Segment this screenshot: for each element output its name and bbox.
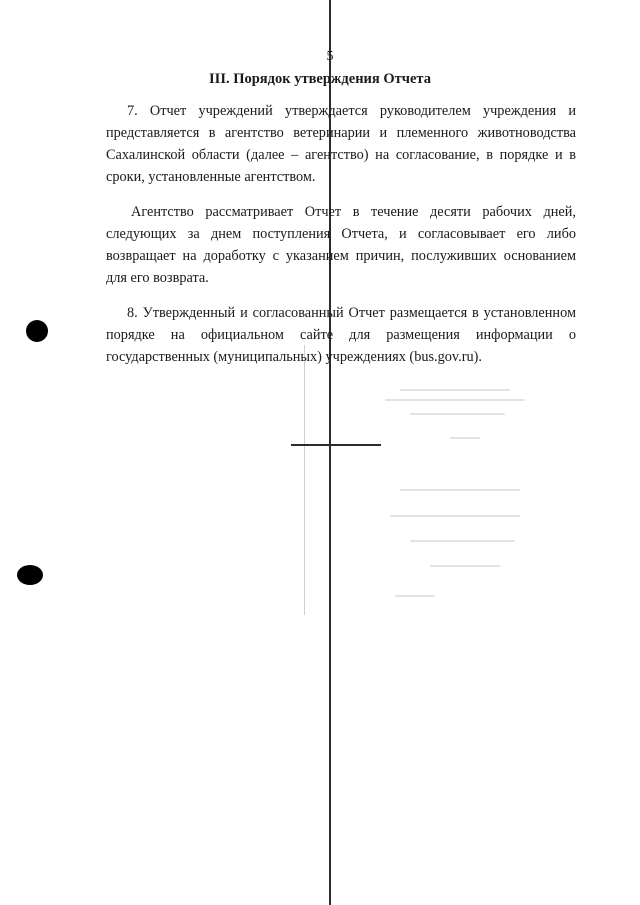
section-body [106,100,576,381]
bleed-through-text-upper [380,385,540,455]
punch-hole-bottom [17,565,43,585]
paragraph-agency-review: Агентство рассматривает Отчет в течение десяти рабочих дней, следующих за днем поступления Отчета, и согласовывает его либо возвращает на доработку с указанием причин, послуживших основанием для его возврата. [106,204,576,286]
paragraph-7: 7. Отчет учреждений утверждается руководителем учреждения и представляется в агентство ветеринарии и племенного животноводства Сахалинской области (далее – агентство) на согласование, в порядке и в сроки, установленные агентством. [106,103,576,185]
page-number: 5 [326,49,334,64]
bleed-through-text-lower [370,485,540,615]
paragraph-8: 8. Утвержденный и согласованный Отчет размещается в установленном порядке на официальном сайте для размещения информации о государственных (муниципальных) учреждениях (bus.gov.ru). [106,305,576,365]
section-heading: III. Порядок утверждения Отчета [209,71,431,87]
punch-hole-top [26,320,48,342]
scan-artifact-faint-line [304,345,305,615]
end-separator-line [291,444,381,446]
